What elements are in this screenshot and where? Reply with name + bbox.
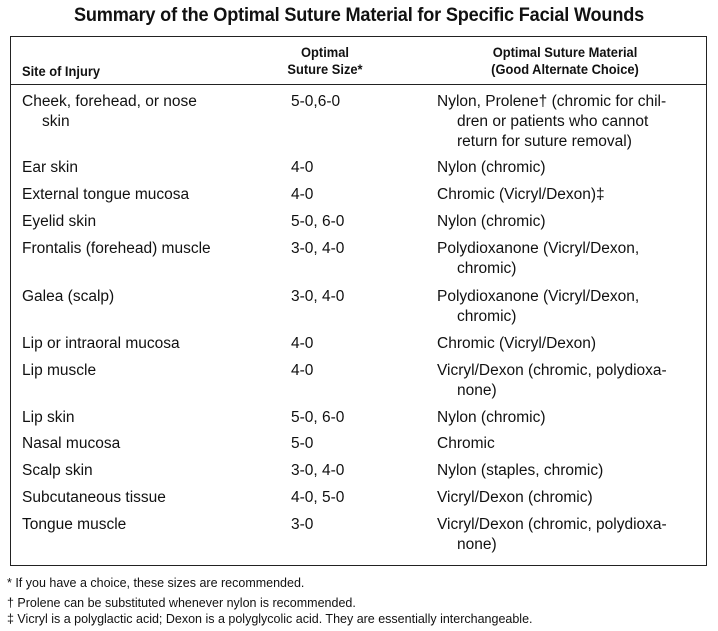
cell-suture-size: 3-0, 4-0 [291, 462, 345, 479]
cell-suture-material [437, 408, 712, 428]
cell-suture-material-line: Polydioxanone (Vicryl/Dexon, [437, 240, 640, 257]
cell-site [22, 92, 272, 132]
cell-site-text: Ear skin [22, 159, 78, 176]
cell-site [22, 158, 272, 178]
cell-site [22, 287, 272, 307]
cell-suture-material [437, 461, 712, 481]
cell-suture-material-line: return for suture removal) [457, 133, 632, 150]
cell-site-text: Lip skin [22, 409, 75, 426]
table-title: Summary of the Optimal Suture Material for Specific Facial Wounds [73, 4, 645, 26]
cell-suture-material [437, 212, 712, 232]
cell-suture-material-line: Chromic (Vicryl/Dexon)‡ [437, 186, 605, 203]
cell-site-text: Nasal mucosa [22, 435, 121, 452]
cell-site [22, 185, 272, 205]
cell-suture-material [437, 239, 712, 279]
cell-site-text: Galea (scalp) [22, 288, 115, 305]
footnote-asterisk: * If you have a choice, these sizes are recommended. [7, 576, 305, 590]
cell-suture-material-line: Nylon (chromic) [437, 159, 546, 176]
cell-suture-material-line: Chromic (Vicryl/Dexon) [437, 335, 597, 352]
cell-site-text: Scalp skin [22, 462, 93, 479]
cell-suture-material [437, 158, 712, 178]
cell-site-text: Frontalis (forehead) muscle [22, 240, 211, 257]
cell-suture-material [437, 515, 712, 555]
header-suture-material-line1: Optimal Suture Material [492, 44, 638, 60]
cell-site [22, 461, 272, 481]
cell-site-text: External tongue mucosa [22, 186, 190, 203]
cell-suture-size: 5-0, 6-0 [291, 409, 345, 426]
cell-suture-material [437, 334, 712, 354]
cell-suture-material [437, 434, 712, 454]
cell-suture-size: 5-0,6-0 [291, 93, 341, 110]
cell-site-text-cont: skin [42, 113, 70, 130]
cell-site [22, 515, 272, 535]
header-suture-size-line2: Suture Size* [287, 61, 363, 77]
cell-suture-material [437, 92, 712, 152]
cell-site [22, 488, 272, 508]
cell-site [22, 408, 272, 428]
cell-suture-material-line: Nylon, Prolene† (chromic for chil- [437, 93, 667, 110]
header-suture-material [441, 44, 689, 78]
header-suture-size [270, 44, 380, 78]
header-site-of-injury: Site of Injury [22, 63, 101, 79]
cell-site [22, 239, 272, 259]
cell-suture-material-line: chromic) [457, 308, 517, 325]
cell-site-text: Lip or intraoral mucosa [22, 335, 180, 352]
cell-suture-material-line: none) [457, 382, 497, 399]
cell-site [22, 434, 272, 454]
cell-site-text: Subcutaneous tissue [22, 489, 166, 506]
cell-suture-size: 3-0 [291, 516, 314, 533]
cell-suture-size: 3-0, 4-0 [291, 288, 345, 305]
cell-site-text: Lip muscle [22, 362, 97, 379]
cell-suture-material-line: chromic) [457, 260, 517, 277]
cell-suture-material [437, 488, 712, 508]
header-suture-size-line1: Optimal [301, 44, 349, 60]
cell-site [22, 212, 272, 232]
cell-suture-material-line: Nylon (chromic) [437, 213, 546, 230]
cell-site [22, 334, 272, 354]
cell-suture-material-line: Vicryl/Dexon (chromic, polydioxa- [437, 516, 667, 533]
cell-suture-size: 4-0 [291, 159, 314, 176]
cell-suture-material [437, 361, 712, 401]
cell-suture-size: 5-0 [291, 435, 314, 452]
cell-suture-size: 4-0 [291, 335, 314, 352]
cell-site [22, 361, 272, 381]
footnote-double-dagger: ‡ Vicryl is a polyglactic acid; Dexon is a polyglycolic acid. They are essentially interchangeable. [7, 612, 533, 626]
cell-suture-size: 4-0 [291, 362, 314, 379]
header-divider [10, 84, 707, 85]
cell-suture-size: 4-0 [291, 186, 314, 203]
cell-site-text: Eyelid skin [22, 213, 97, 230]
cell-site-text: Cheek, forehead, or nose [22, 93, 197, 110]
cell-suture-material-line: none) [457, 536, 497, 553]
cell-suture-material-line: Chromic [437, 435, 495, 452]
cell-suture-material-line: dren or patients who cannot [457, 113, 649, 130]
cell-suture-size: 5-0, 6-0 [291, 213, 345, 230]
cell-suture-material-line: Vicryl/Dexon (chromic, polydioxa- [437, 362, 667, 379]
cell-suture-material-line: Nylon (staples, chromic) [437, 462, 604, 479]
cell-suture-material-line: Vicryl/Dexon (chromic) [437, 489, 593, 506]
cell-suture-material [437, 287, 712, 327]
cell-suture-size: 3-0, 4-0 [291, 240, 345, 257]
cell-suture-material [437, 185, 712, 205]
footnote-dagger: † Prolene can be substituted whenever nylon is recommended. [7, 596, 356, 610]
cell-site-text: Tongue muscle [22, 516, 127, 533]
cell-suture-material-line: Polydioxanone (Vicryl/Dexon, [437, 288, 640, 305]
header-suture-material-line2: (Good Alternate Choice) [491, 61, 639, 77]
cell-suture-material-line: Nylon (chromic) [437, 409, 546, 426]
cell-suture-size: 4-0, 5-0 [291, 489, 345, 506]
